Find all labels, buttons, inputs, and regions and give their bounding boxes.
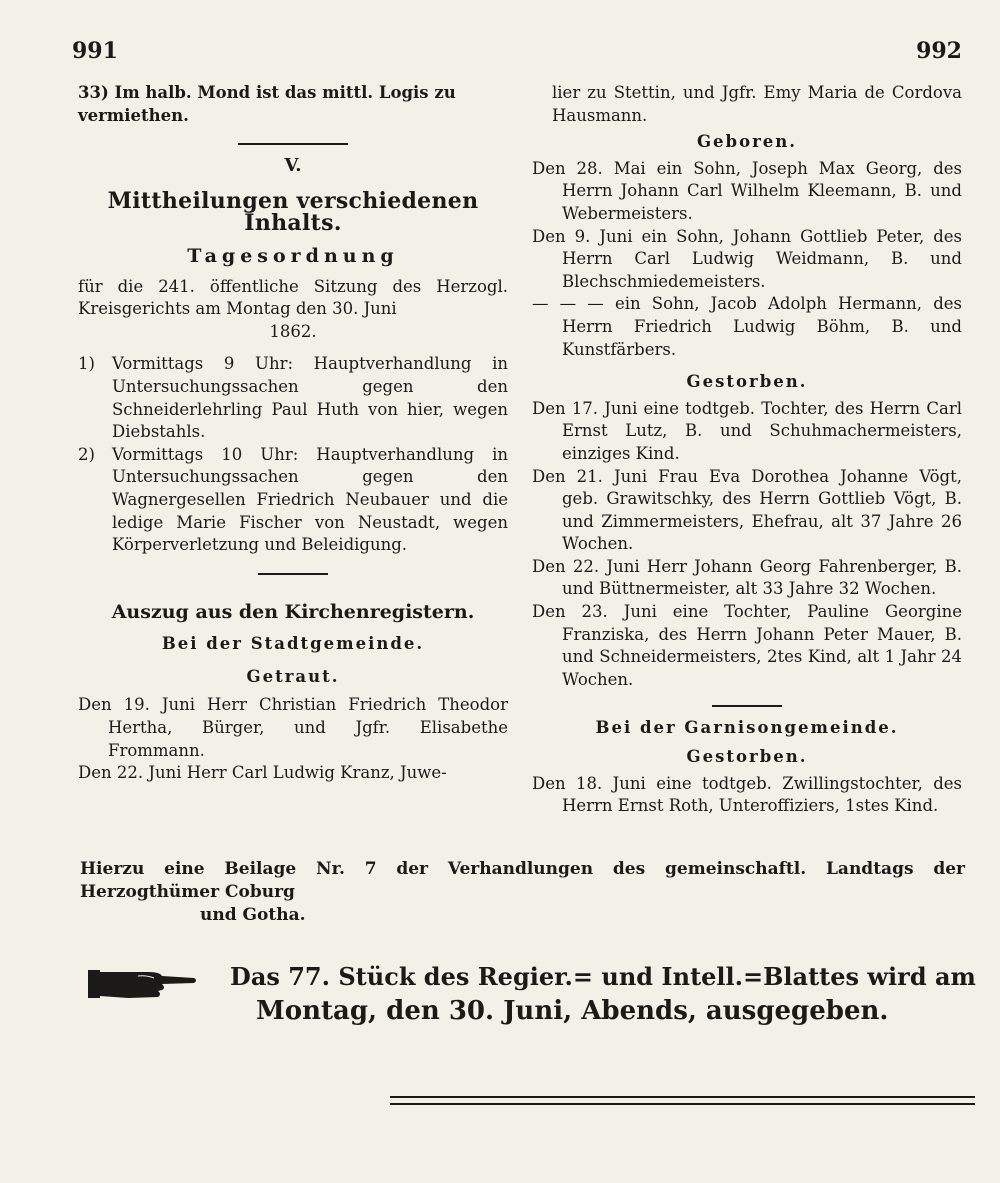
died-entry: Den 21. Juni Frau Eva Dorothea Johanne Vögt, geb. Grawitschky, des Herrn Gottlieb Vögt, B. und Zimmermeisters, Ehefrau, alt 37 Jahre 26 Wochen. [532,466,962,554]
supplement-line: und Gotha. [200,905,306,925]
died-entry: Den 23. Juni eine Tochter, Pauline Georgine Franziska, des Herrn Johann Peter Mauer, B. und Schneidermeisters, 2tes Kind, alt 1 Jahr 24 Wochen. [532,602,962,689]
registry-title: Auszug aus den Kirchenregistern. [111,600,475,623]
garrison-heading: Bei der Garnisongemeinde. [595,718,899,738]
supplement-note [80,858,965,927]
died-entry: Den 22. Juni Herr Johann Georg Fahrenberger, B. und Büttnermeister, alt 33 Jahre 32 Wochen. [532,556,962,599]
died-heading: Gestorben. [686,372,808,392]
agenda-year: 1862. [269,321,317,341]
born-heading: Geboren. [696,132,798,152]
announcement-line: Montag, den 30. Juni, Abends, ausgegeben. [256,996,889,1026]
item-33: 33) Im halb. Mond ist das mittl. Logis zu vermiethen. [78,83,456,125]
right-column [532,82,962,818]
left-column [78,82,508,785]
divider [712,705,782,707]
agenda-title: Tagesordnung [187,244,399,267]
closing-double-rule [390,1096,975,1105]
announcement-line: Das 77. Stück des Regier.= und Intell.=Blattes wird am [230,962,976,991]
divider [238,143,348,145]
married-heading: Getraut. [246,666,340,686]
married-entry: Den 19. Juni Herr Christian Friedrich Theodor Hertha, Bürger, und Jgfr. Elisabethe Frommann. [78,695,508,760]
section-numeral: V. [284,155,302,177]
born-entry: — — — ein Sohn, Jacob Adolph Hermann, des Herrn Friedrich Ludwig Böhm, B. und Kunstfärbers. [532,294,962,359]
page-number-left: 991 [72,38,118,64]
agenda-item-text: Vormittags 10 Uhr: Hauptverhandlung in Untersuchungssachen gegen den Wagnergesellen Friedrich Neubauer und die ledige Marie Fischer von Neustadt, wegen Körperverletzung und Beleidigung. [112,444,508,555]
married-entry: Den 22. Juni Herr Carl Ludwig Kranz, Juwe- [78,763,447,783]
supplement-line: Hierzu eine Beilage Nr. 7 der Verhandlungen des gemeinschaftl. Landtags der Herzogthümer Coburg [80,859,965,902]
divider [258,573,328,575]
pointing-hand-icon [88,966,198,1002]
section-title: Mittheilungen verschiedenen Inhalts. [107,187,479,237]
married-entry-continuation: lier zu Stettin, und Jgfr. Emy Maria de Cordova Hausmann. [552,83,962,125]
agenda-item [78,444,508,557]
agenda-item-text: Vormittags 9 Uhr: Hauptverhandlung in Untersuchungssachen gegen den Schneiderlehrling Paul Huth von hier, wegen Diebstahls. [112,354,508,442]
agenda-list [78,353,508,556]
garrison-died-entry: Den 18. Juni eine todtgeb. Zwillingstochter, des Herrn Ernst Roth, Unteroffiziers, 1stes Kind. [532,773,962,816]
garrison-died-heading: Gestorben. [686,747,808,767]
page-number-right: 992 [916,38,962,64]
born-entry: Den 9. Juni ein Sohn, Johann Gottlieb Peter, des Herrn Carl Ludwig Weidmann, B. und Blechschmiedemeisters. [532,226,962,291]
born-entry: Den 28. Mai ein Sohn, Joseph Max Georg, des Herrn Johann Carl Wilhelm Kleemann, B. und Webermeisters. [532,158,962,223]
died-entry: Den 17. Juni eine todtgeb. Tochter, des Herrn Carl Ernst Lutz, B. und Schuhmachermeisters, einziges Kind. [532,398,962,463]
agenda-item [78,353,508,443]
agenda-item-number: 1) [78,354,95,374]
parish-heading: Bei der Stadtgemeinde. [161,634,425,654]
agenda-item-number: 2) [78,444,95,464]
agenda-intro: für die 241. öffentliche Sitzung des Herzogl. Kreisgerichts am Montag den 30. Juni [78,276,508,319]
